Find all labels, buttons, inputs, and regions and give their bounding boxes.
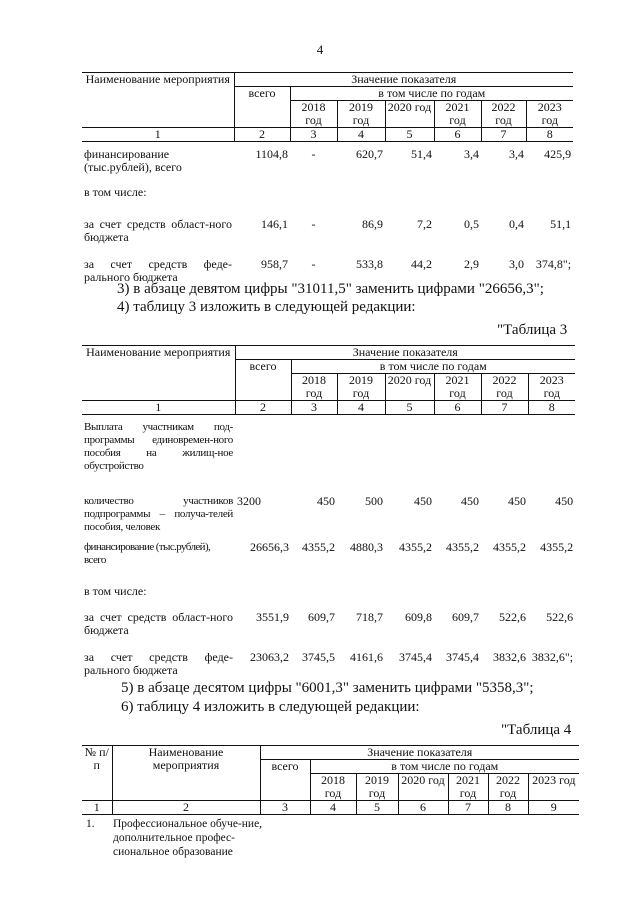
- cell-value: 4355,2: [540, 539, 574, 554]
- row-label: финансирование (тыс.рублей), всего: [84, 540, 211, 566]
- header-year: 2023 год: [528, 374, 575, 401]
- item-number: 1.: [86, 818, 95, 830]
- cell-value: 3745,4: [446, 649, 479, 664]
- cell-value: 146,1: [261, 216, 288, 231]
- header-total: всего: [260, 760, 310, 801]
- col-number: 1: [82, 801, 112, 815]
- paragraph-5: 5) в абзаце десятом цифры "6001,3" заменить цифрами "5358,3";: [121, 680, 534, 696]
- cell-value: 44,2: [411, 256, 432, 271]
- table-3-caption: "Таблица 3: [497, 322, 568, 338]
- header-name: Наименование мероприятия: [82, 346, 235, 401]
- header-value: Значение показателя: [234, 73, 573, 87]
- col-number: 7: [481, 401, 528, 415]
- header-name: Наименование мероприятия: [112, 746, 260, 801]
- cell-value: 3551,9: [256, 609, 289, 624]
- col-number: 9: [528, 801, 579, 815]
- cell-value: 4355,2: [399, 539, 432, 554]
- cell-value: 3,4: [509, 147, 524, 161]
- table-row: [82, 645, 575, 679]
- cell-value: 450: [317, 493, 335, 508]
- header-total: всего: [235, 360, 291, 401]
- row-label: за счет средств феде-рального бюджета: [84, 256, 232, 284]
- header-year: 2020 год: [385, 374, 434, 401]
- cell-value: 3200: [237, 493, 261, 508]
- col-number: 2: [234, 128, 290, 142]
- col-number: 4: [310, 801, 356, 815]
- cell-value: 51,4: [411, 147, 432, 161]
- cell-value: 374,8";: [535, 256, 572, 271]
- row-label: за счет средств феде-рального бюджета: [84, 649, 233, 677]
- col-number: 1: [82, 128, 234, 142]
- cell-value: 3832,6: [493, 649, 526, 664]
- header-by-years: в том числе по годам: [290, 87, 573, 101]
- cell-value: 522,6: [499, 609, 526, 624]
- table-row: [82, 535, 575, 579]
- cell-value: 4355,2: [302, 539, 335, 554]
- cell-value: 1104,8: [255, 147, 288, 161]
- header-year: 2021 год: [434, 101, 481, 128]
- header-year: 2023 год: [528, 774, 579, 801]
- cell-value: 425,9: [544, 147, 572, 161]
- header-year: 2019 год: [356, 774, 398, 801]
- item-text: Профессиональное обуче-ние, дополнительное профес-сиональное образование: [113, 818, 263, 858]
- table-row: [82, 212, 573, 250]
- col-number: 5: [356, 801, 398, 815]
- cell-value: 26656,3: [250, 539, 289, 554]
- row-label: в том числе:: [84, 184, 147, 199]
- col-number: 8: [488, 801, 528, 815]
- cell-value: 7,2: [417, 216, 432, 231]
- header-year: 2022 год: [488, 774, 528, 801]
- cell-value: 450: [461, 493, 479, 508]
- cell-value: 4355,2: [493, 539, 526, 554]
- header-year: 2019 год: [337, 101, 385, 128]
- header-value: Значение показателя: [235, 346, 575, 360]
- row-label: финансирование (тыс.рублей), всего: [84, 147, 182, 174]
- row-label: количество участников подпрограммы – получа-телей пособия, человек: [84, 494, 233, 533]
- table-1: [82, 72, 573, 286]
- col-number: 1: [82, 401, 235, 415]
- col-number: 8: [526, 128, 573, 142]
- cell-value: 3,4: [464, 147, 479, 161]
- cell-value: 4355,2: [446, 539, 479, 554]
- cell-value: 450: [414, 493, 432, 508]
- cell-value: 3,0: [509, 256, 524, 271]
- header-no: № п/п: [82, 746, 112, 801]
- table-row: [82, 605, 575, 645]
- header-year: 2020 год: [385, 101, 434, 128]
- cell-value: 23063,2: [250, 649, 289, 664]
- col-number: 7: [448, 801, 488, 815]
- row-label: за счет средств област-ного бюджета: [84, 609, 233, 637]
- header-year: 2018 год: [290, 101, 337, 128]
- col-number: 2: [112, 801, 260, 815]
- row-label: Выплата участникам под-программы единовремен-ного пособия на жилищ-ное обустройство: [84, 421, 233, 472]
- header-by-years: в том числе по годам: [310, 760, 579, 774]
- col-number: 5: [385, 401, 434, 415]
- table-row: [82, 186, 573, 212]
- col-number: 6: [398, 801, 448, 815]
- cell-value: 718,7: [356, 609, 383, 624]
- table-row: [82, 142, 573, 186]
- cell-value: 3745,4: [399, 649, 432, 664]
- table-row: [82, 483, 575, 535]
- cell-value: 609,7: [308, 609, 335, 624]
- row-label: в том числе:: [84, 583, 147, 598]
- cell-value: 500: [365, 493, 383, 508]
- header-year: 2021 год: [434, 374, 481, 401]
- header-year: 2018 год: [291, 374, 337, 401]
- table-3: [82, 345, 575, 679]
- header-year: 2018 год: [310, 774, 356, 801]
- cell-value: 3832,6";: [531, 649, 574, 664]
- col-number: 6: [434, 401, 481, 415]
- cell-value: 86,9: [362, 216, 383, 231]
- page-number: 4: [316, 42, 324, 57]
- col-number: 3: [291, 401, 337, 415]
- col-number: 4: [337, 128, 385, 142]
- col-number: 4: [337, 401, 385, 415]
- cell-value: 620,7: [356, 147, 383, 161]
- cell-value: -: [311, 216, 316, 231]
- cell-value: 0,5: [464, 216, 479, 231]
- table-4: [82, 745, 579, 815]
- cell-value: 522,6: [546, 609, 574, 624]
- cell-value: 4880,3: [350, 539, 383, 554]
- paragraph-3: 3) в абзаце девятом цифры "31011,5" заменить цифрами "26656,3";: [117, 281, 544, 297]
- table-row: [82, 415, 575, 483]
- paragraph-6: 6) таблицу 4 изложить в следующей редакции:: [121, 699, 420, 715]
- col-number: 8: [528, 401, 575, 415]
- table-row: [82, 579, 575, 605]
- cell-value: 609,7: [452, 609, 479, 624]
- cell-value: 0,4: [509, 216, 524, 231]
- header-name: Наименование мероприятия: [82, 73, 234, 128]
- cell-value: 51,1: [550, 216, 572, 231]
- header-year: 2023 год: [526, 101, 573, 128]
- cell-value: 3745,5: [302, 649, 335, 664]
- row-label: за счет средств област-ного бюджета: [84, 216, 232, 244]
- cell-value: 609,8: [405, 609, 432, 624]
- cell-value: 4161,6: [350, 649, 383, 664]
- header-total: всего: [234, 87, 290, 128]
- header-year: 2021 год: [448, 774, 488, 801]
- header-value: Значение показателя: [260, 746, 579, 760]
- table-4-caption: "Таблица 4: [501, 722, 572, 738]
- col-number: 3: [260, 801, 310, 815]
- col-number: 5: [385, 128, 434, 142]
- col-number: 7: [481, 128, 526, 142]
- col-number: 2: [235, 401, 291, 415]
- header-year: 2022 год: [481, 374, 528, 401]
- cell-value: -: [311, 256, 316, 271]
- col-number: 6: [434, 128, 481, 142]
- header-year: 2020 год: [398, 774, 448, 801]
- cell-value: 450: [508, 493, 526, 508]
- cell-value: 450: [555, 493, 574, 508]
- cell-value: -: [311, 147, 316, 161]
- cell-value: 2,9: [464, 256, 479, 271]
- header-year: 2019 год: [337, 374, 385, 401]
- header-year: 2022 год: [481, 101, 526, 128]
- paragraph-4: 4) таблицу 3 изложить в следующей редакции:: [117, 299, 416, 315]
- cell-value: 533,8: [356, 256, 383, 271]
- header-by-years: в том числе по годам: [291, 360, 575, 374]
- col-number: 3: [290, 128, 337, 142]
- cell-value: 958,7: [261, 256, 288, 271]
